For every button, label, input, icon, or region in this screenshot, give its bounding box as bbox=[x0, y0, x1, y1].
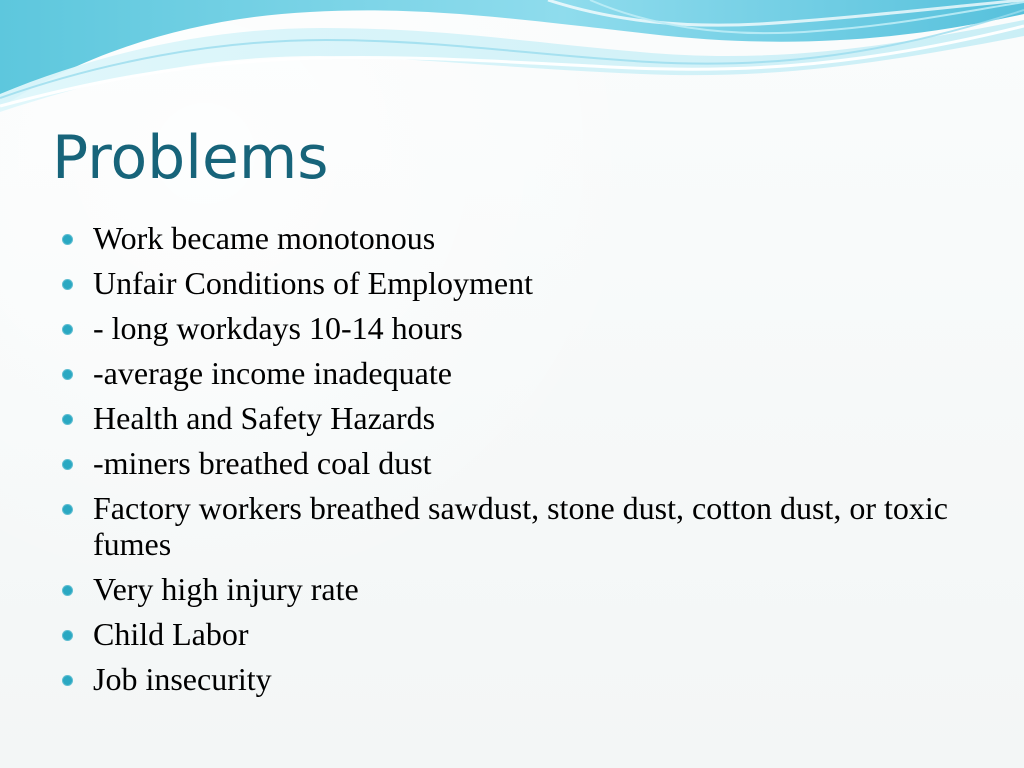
bullet-item bbox=[62, 400, 962, 436]
bullet-item bbox=[62, 661, 962, 697]
slide-title: Problems bbox=[52, 123, 329, 193]
bullet-text: Very high injury rate bbox=[93, 571, 359, 607]
bullet-icon bbox=[62, 504, 73, 515]
bullet-icon bbox=[62, 234, 73, 245]
bullet-item bbox=[62, 220, 962, 256]
bullet-icon bbox=[62, 630, 73, 641]
bullet-text: Job insecurity bbox=[93, 661, 272, 697]
bullet-icon bbox=[62, 459, 73, 470]
bullet-icon bbox=[62, 369, 73, 380]
bullet-text: -average income inadequate bbox=[93, 355, 452, 391]
bullet-text: -miners breathed coal dust bbox=[93, 445, 432, 481]
bullet-item bbox=[62, 445, 962, 481]
bullet-icon bbox=[62, 414, 73, 425]
bullet-list bbox=[62, 220, 962, 706]
bullet-icon bbox=[62, 675, 73, 686]
bullet-text: Unfair Conditions of Employment bbox=[93, 265, 533, 301]
decorative-top-wave bbox=[0, 0, 1024, 130]
bullet-item bbox=[62, 616, 962, 652]
bullet-text: - long workdays 10-14 hours bbox=[93, 310, 463, 346]
bullet-item bbox=[62, 310, 962, 346]
bullet-item bbox=[62, 355, 962, 391]
bullet-item bbox=[62, 490, 962, 562]
bullet-text: Health and Safety Hazards bbox=[93, 400, 436, 436]
bullet-text: Factory workers breathed sawdust, stone dust, cotton dust, or toxic fumes bbox=[93, 490, 948, 562]
bullet-icon bbox=[62, 585, 73, 596]
bullet-text: Child Labor bbox=[93, 616, 249, 652]
bullet-item bbox=[62, 265, 962, 301]
bullet-icon bbox=[62, 279, 73, 290]
bullet-item bbox=[62, 571, 962, 607]
bullet-text: Work became monotonous bbox=[93, 220, 436, 256]
bullet-icon bbox=[62, 324, 73, 335]
